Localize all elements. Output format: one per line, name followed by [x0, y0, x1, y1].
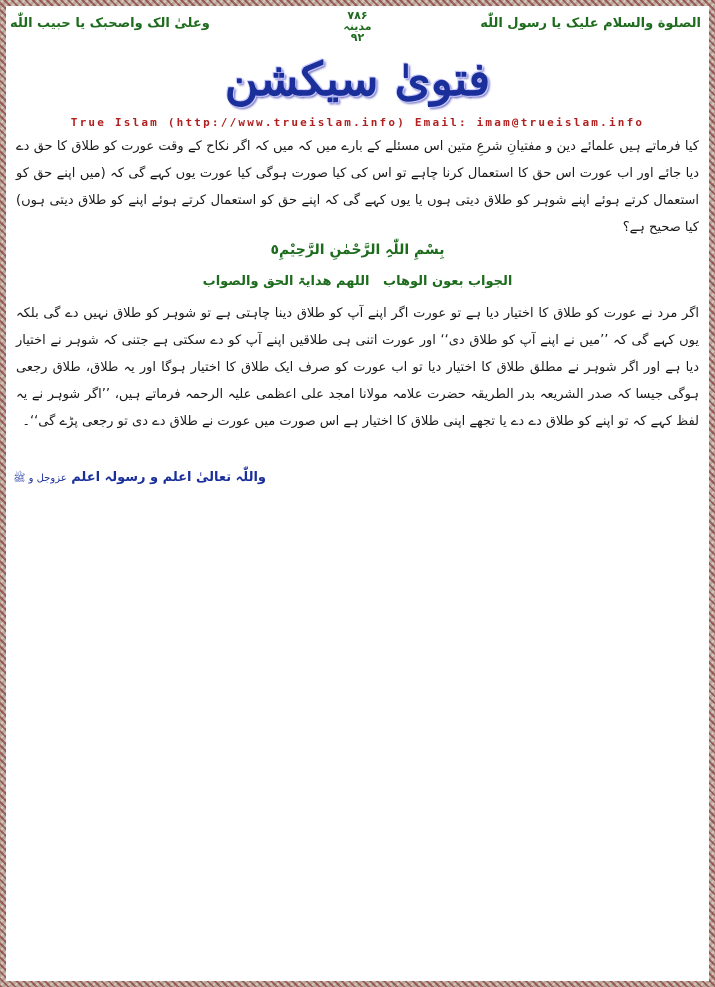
closing-statement: [6, 470, 266, 486]
honorific-glyph: عزوجل و ﷺ: [13, 473, 67, 484]
header-bar: [6, 10, 709, 50]
emblem-number-bottom: ۹۲: [350, 31, 365, 44]
bismillah: بِسْمِ اللّٰہِ الرَّحْمٰنِ الرَّحِیْمِ٥: [270, 242, 445, 258]
question-text: کیا فرماتے ہیں علمائے دین و مفتیانِ شرعِ متین اس مسئلے کے بارے میں کہ میں کہ اگر نکاح کے وقت عورت کو طلاق کا حق دے دیا جائے اور اب عورت اس حق کا استعمال کرنا چاہے تو اس کی کیا صورت ہوگی کیا عورت یوں کہے گی کہ (میں اپنے حق کو استعمال کرتے ہوئے اپنے شوہر کو طلاق دیتی ہوں یا یوں کہے گی کہ اپنے حق کو استعمال کرتے ہوئے اپنے کو طلاق دیتی ہوں) کیا صحیح ہے؟: [16, 139, 699, 235]
answer-text: اگر مرد نے عورت کو طلاق کا اختیار دیا ہے تو عورت اگر اپنے آپ کو طلاق دینا چاہتی ہے تو شوہر کو طلاق نہیں دے گی بلکہ یوں کہے گی کہ ’’میں نے اپنے آپ کو طلاق دی‘‘ اور عورت اتنی ہی طلاقیں اپنے آپ کو دے سکتی ہے جتنی کہ شوہر نے اختیار دیا ہے اور اگر شوہر نے مطلق طلاق کا اختیار دیا تو اب عورت کو صرف ایک طلاق کا اختیار ہوگا اور یہ طلاق، طلاق رجعی ہوگی جیسا کہ صدر الشریعہ بدر الطریقہ حضرت علامہ مولانا امجد علی اعظمی علیہ الرحمہ فرماتے ہیں، ’’اگر شوہر نے یہ لفظ کہے کہ تو اپنے کو طلاق دے دے یا تجھے اپنی طلاق کا اختیار ہے اس صورت میں عورت نے طلاق دے دی تو رجعی پڑے گی‘‘۔: [16, 306, 699, 429]
answer-heading: الجواب بعون الوھاب اللھم ھدایۃ الحق والصواب: [202, 274, 513, 289]
website-email-line: True Islam (http://www.trueislam.info) Email: imam@trueislam.info: [70, 116, 645, 129]
right-salutation: الصلوة والسلام عليک يا رسول اللّٰه: [480, 16, 701, 31]
page-title: فتویٰ سیکشن: [224, 52, 491, 106]
fatwa-page: [6, 6, 709, 981]
left-salutation: وعلیٰ الک واصحبک يا حبيب اللّٰه: [10, 16, 210, 31]
closing-text: واللّٰہ تعالیٰ اعلم و رسولہ اعلم: [71, 470, 266, 485]
emblem-word: مدینہ: [343, 20, 372, 33]
emblem-number-top: ۷۸۶: [347, 9, 368, 22]
